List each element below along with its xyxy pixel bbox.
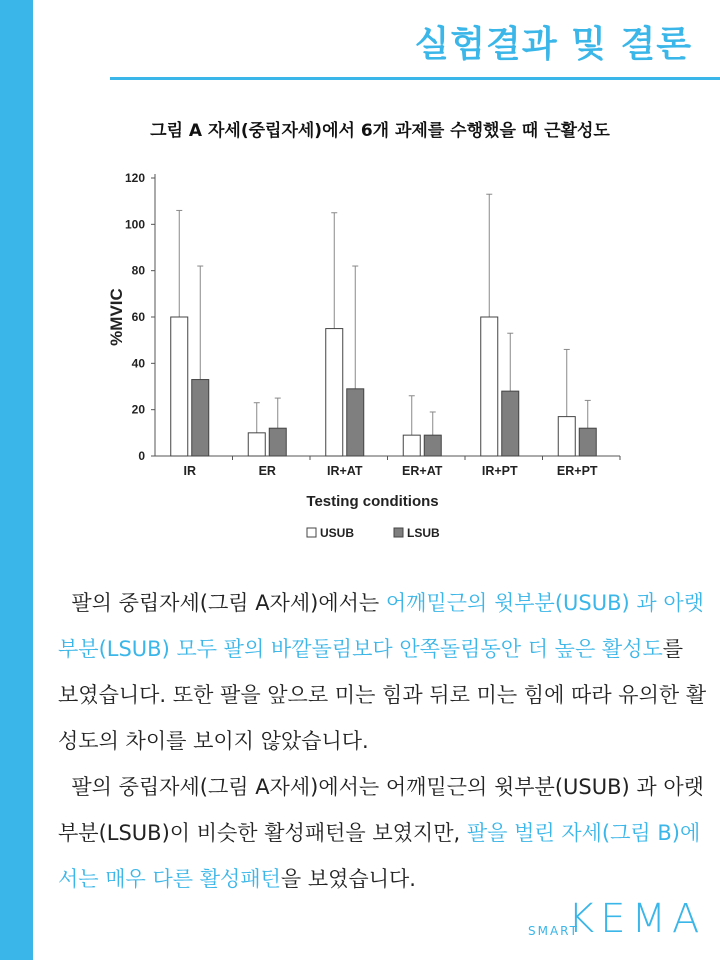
bar-usub-er	[248, 433, 265, 456]
x-tick-label: IR+AT	[326, 464, 363, 478]
paragraph-1-text-c: 를 보였습니다. 또한 팔을 앞으로 미는 힘과 뒤로 미는 힘에 따라 유의한 활성도의 차이를 보이지 않았습니다.	[58, 637, 707, 753]
y-tick-label: 100	[124, 217, 145, 232]
page-title: 실험결과 및 결론	[414, 24, 692, 65]
title-divider	[110, 77, 720, 80]
bar-usub-ir-at	[326, 329, 343, 456]
bar-lsub-er-pt	[579, 428, 596, 456]
x-tick-label: ER+PT	[556, 464, 598, 478]
bar-usub-er-pt	[558, 417, 575, 456]
bar-lsub-ir-at	[347, 389, 364, 456]
bar-lsub-ir	[192, 380, 209, 456]
paragraph-2-text-a: 팔의 중립자세(그림 A자세)에서는 어깨밑근의 윗부분(USUB) 과 아랫부분(LSUB)이 비슷한 활성패턴을 보였지만,	[58, 775, 704, 845]
legend-swatch-lsub	[394, 528, 403, 537]
paragraph-1-text-a: 팔의 중립자세(그림 A자세)에서는	[71, 591, 386, 615]
y-tick-label: 80	[131, 263, 145, 278]
x-tick-label: ER	[258, 464, 276, 478]
bar-usub-er-at	[403, 435, 420, 456]
y-tick-label: 120	[124, 171, 145, 185]
legend-swatch-usub	[307, 528, 316, 537]
bar-lsub-ir-pt	[502, 391, 519, 456]
paragraph-1-highlight: 어깨밑근의 윗부분(USUB) 과 아랫부분(LSUB) 모두 팔의 바깥돌림보다 안쪽돌림동안 더 높은 활성도	[58, 591, 704, 661]
legend-label-usub: USUB	[320, 526, 355, 540]
bar-lsub-er	[269, 428, 286, 456]
y-tick-label: 20	[131, 402, 145, 417]
logo-small-text: SMART	[528, 924, 579, 938]
legend-label-lsub: LSUB	[407, 526, 440, 540]
x-tick-label: ER+AT	[402, 464, 443, 478]
y-tick-label: 0	[138, 449, 145, 463]
y-tick-label: 60	[131, 310, 145, 324]
paragraph-2	[58, 764, 708, 902]
x-axis-label: Testing conditions	[306, 493, 439, 510]
body-text	[58, 580, 708, 902]
logo-big-text: KEMA	[568, 896, 706, 942]
paragraph-1	[58, 580, 708, 764]
bar-lsub-er-at	[424, 435, 441, 456]
bar-usub-ir-pt	[481, 317, 498, 456]
y-tick-label: 40	[131, 356, 145, 371]
paragraph-2-highlight: 팔을 벌린 자세(그림 B)에서는 매우 다른 활성패턴	[58, 821, 701, 891]
paragraph-2-text-c: 을 보였습니다.	[280, 867, 416, 891]
accent-sidebar	[0, 0, 33, 960]
x-tick-label: IR+PT	[481, 464, 518, 478]
chart-title: 그림 A 자세(중립자세)에서 6개 과제를 수행했을 때 근활성도	[150, 121, 610, 141]
x-tick-label: IR	[183, 464, 196, 478]
bar-chart	[100, 160, 660, 560]
smart-kema-logo	[528, 896, 706, 946]
y-axis-label: %MVIC	[107, 288, 126, 346]
bar-usub-ir	[171, 317, 188, 456]
